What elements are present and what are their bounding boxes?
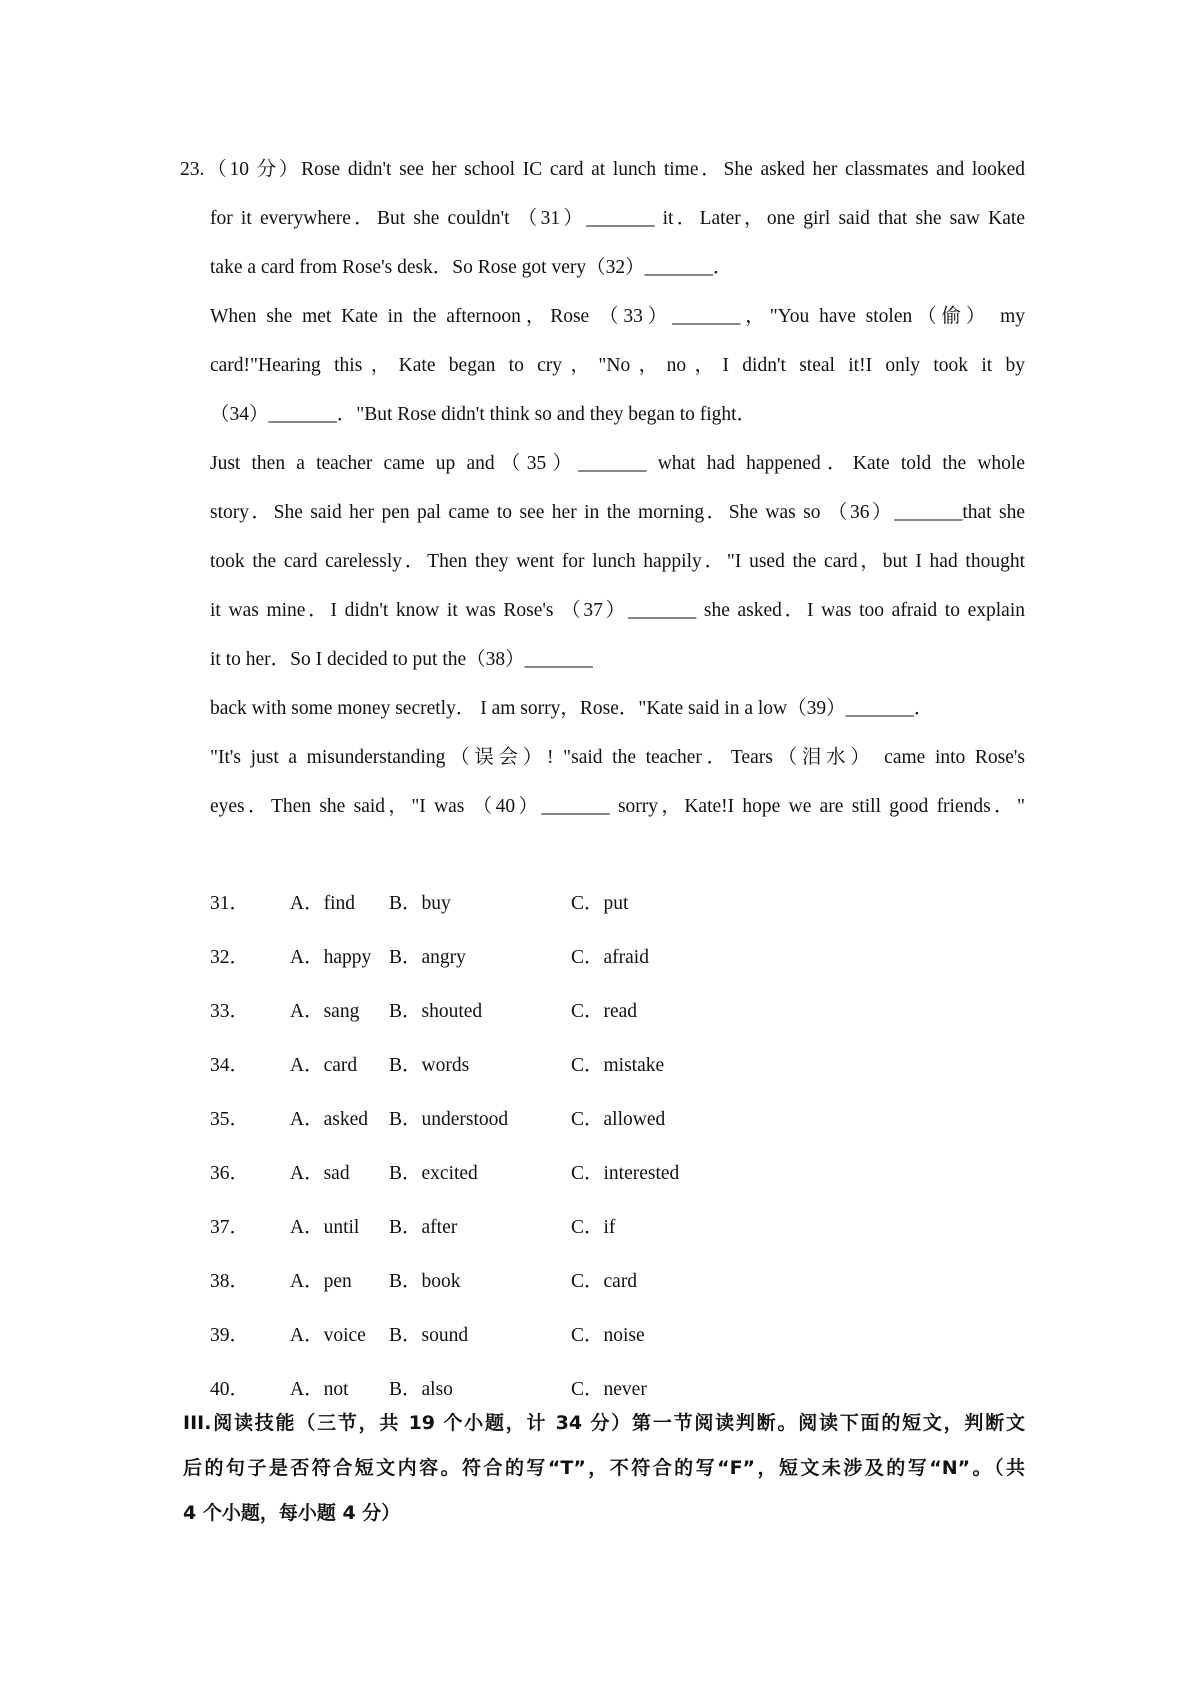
question-number: 35．	[210, 1109, 250, 1130]
passage-line: for it everywhere．But she couldn't （31）_______ it．Later，one girl said that she saw Kate	[210, 208, 1025, 229]
option-row	[0, 1161, 1200, 1191]
option-c: C．if	[571, 1217, 616, 1238]
question-number: 37．	[210, 1217, 250, 1238]
passage-line: Just then a teacher came up and（35）_______ what had happened．Kate told the whole	[210, 453, 1025, 474]
option-c: C．read	[571, 1001, 638, 1022]
passage-line: 23.（10 分）Rose didn't see her school IC card at lunch time．She asked her classmates and looked	[180, 159, 1025, 180]
passage-line: "It's just a misunderstanding（误会）! "said the teacher．Tears（泪水） came into Rose's	[210, 747, 1025, 768]
passage-line: back with some money secretly． I am sorry，Rose．"Kate said in a low（39）_______．	[210, 698, 934, 719]
question-number: 40．	[210, 1379, 250, 1400]
option-c: C．card	[571, 1271, 638, 1292]
option-a: A．not	[290, 1379, 349, 1400]
option-c: C．afraid	[571, 947, 649, 968]
option-row	[0, 1215, 1200, 1245]
passage-line: card!"Hearing this，Kate began to cry，"No，no，I didn't steal it!I only took it by	[210, 355, 1025, 376]
option-b: B．also	[389, 1379, 453, 1400]
option-a: A．voice	[290, 1325, 366, 1346]
section-heading-line: III.阅读技能（三节，共 19 个小题，计 34 分）第一节阅读判断。阅读下面的短文，判断文	[183, 1412, 1025, 1434]
section-heading-line: 后的句子是否符合短文内容。符合的写“T”，不符合的写“F”，短文未涉及的写“N”。（共	[183, 1457, 1025, 1479]
question-number: 39．	[210, 1325, 250, 1346]
option-a: A．asked	[290, 1109, 368, 1130]
option-b: B．book	[389, 1271, 461, 1292]
option-b: B．excited	[389, 1163, 478, 1184]
question-number: 32．	[210, 947, 250, 968]
passage-line: it to her．So I decided to put the（38）_______	[210, 649, 593, 670]
passage-line: （34）_______．"But Rose didn't think so and they began to fight．	[210, 404, 757, 425]
option-c: C．never	[571, 1379, 647, 1400]
option-a: A．sang	[290, 1001, 360, 1022]
option-a: A．sad	[290, 1163, 350, 1184]
question-number: 31．	[210, 893, 250, 914]
section-heading-line: 4 个小题，每小题 4 分）	[183, 1502, 401, 1524]
option-c: C．mistake	[571, 1055, 665, 1076]
option-c: C．interested	[571, 1163, 680, 1184]
option-b: B．angry	[389, 947, 466, 968]
question-number: 38．	[210, 1271, 250, 1292]
option-a: A．happy	[290, 947, 372, 968]
question-number: 34．	[210, 1055, 250, 1076]
option-b: B．sound	[389, 1325, 469, 1346]
option-row	[0, 1323, 1200, 1353]
option-a: A．find	[290, 893, 355, 914]
option-a: A．card	[290, 1055, 358, 1076]
option-b: B．words	[389, 1055, 470, 1076]
option-row	[0, 999, 1200, 1029]
passage-line: When she met Kate in the afternoon，Rose （33）_______，"You have stolen（偷） my	[210, 306, 1025, 327]
option-row	[0, 1377, 1200, 1407]
option-a: A．until	[290, 1217, 360, 1238]
option-row	[0, 1269, 1200, 1299]
passage-line: it was mine．I didn't know it was Rose's （37）_______ she asked．I was too afraid to explain	[210, 600, 1025, 621]
option-row	[0, 1053, 1200, 1083]
option-c: C．put	[571, 893, 629, 914]
passage-line: take a card from Rose's desk．So Rose got very（32）_______．	[210, 257, 733, 278]
option-b: B．understood	[389, 1109, 509, 1130]
question-number: 33．	[210, 1001, 250, 1022]
option-b: B．buy	[389, 893, 451, 914]
option-a: A．pen	[290, 1271, 352, 1292]
option-b: B．after	[389, 1217, 458, 1238]
passage-line: eyes．Then she said，"I was （40）_______ sorry，Kate!I hope we are still good friends．"	[210, 796, 1025, 817]
option-c: C．allowed	[571, 1109, 666, 1130]
passage-line: took the card carelessly．Then they went for lunch happily．"I used the card，but I had thought	[210, 551, 1025, 572]
option-row	[0, 945, 1200, 975]
option-row	[0, 1107, 1200, 1137]
option-row	[0, 891, 1200, 921]
option-c: C．noise	[571, 1325, 645, 1346]
question-number: 36．	[210, 1163, 250, 1184]
option-b: B．shouted	[389, 1001, 483, 1022]
passage-line: story．She said her pen pal came to see her in the morning．She was so （36）_______that she	[210, 502, 1025, 523]
